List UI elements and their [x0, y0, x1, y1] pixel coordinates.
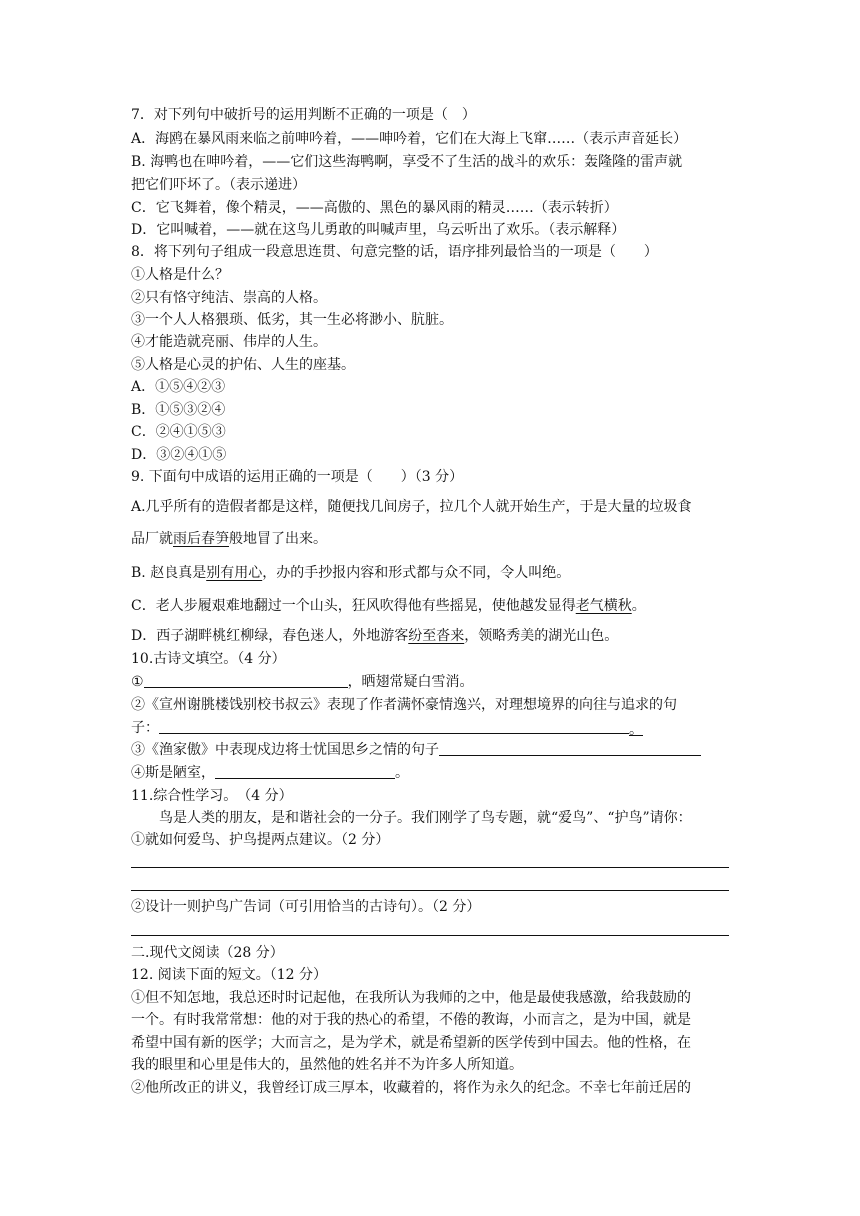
q10-item-3: ③《渔家傲》中表现戍边将士忧国思乡之情的句子 — [131, 740, 701, 760]
section-2-heading: 二.现代文阅读（28 分） — [131, 945, 284, 961]
q9-option-a-line2: 品厂就雨后春笋般地冒了出来。 — [131, 531, 327, 547]
q8-option-b: B．①⑤③②④ — [131, 402, 226, 418]
q9-option-b: B. 赵良真是别有用心，办的手抄报内容和形式都与众不同，令人叫绝。 — [131, 565, 571, 581]
q10-item-1: ① ，晒翅常疑白雪消。 — [131, 674, 474, 690]
q7-option-c: C．它飞舞着，像个精灵，——高傲的、黑色的暴风雨的精灵……（表示转折） — [131, 200, 618, 216]
q11-part-2: ②设计一则护鸟广告词（可引用恰当的古诗句）。（2 分） — [131, 899, 481, 915]
q9-option-c: C．老人步履艰难地翻过一个山头，狂风吹得他有些摇晃，使他越发显得老气横秋。 — [131, 598, 646, 614]
q7-option-b-line2: 把它们吓坏了。（表示递进） — [131, 177, 306, 193]
fill-blank[interactable] — [159, 718, 629, 734]
idiom-underlined: 纷至沓来 — [408, 628, 465, 644]
q8-sentence-2: ②只有恪守纯洁、崇高的人格。 — [131, 290, 327, 306]
blank-end: 。 — [629, 722, 643, 738]
q7-option-d: D．它叫喊着，——就在这鸟儿勇敢的叫喊声里，乌云听出了欢乐。（表示解释） — [131, 222, 626, 238]
q8-sentence-3: ③一个人人格猥琐、低劣，其一生必将渺小、肮脏。 — [131, 312, 453, 328]
idiom-underlined: 老气横秋 — [575, 598, 632, 614]
fill-blank[interactable] — [144, 672, 348, 688]
passage-line: 希望中国有新的医学；大而言之，是为学术，就是希望新的医学传到中国去。他的性格，在 — [131, 1035, 691, 1051]
q10-item-2-line1: ②《宣州谢朓楼饯别校书叔云》表现了作者满怀豪情逸兴，对理想境界的向往与追求的句 — [131, 697, 677, 713]
q9-option-d: D．西子湖畔桃红柳绿，春色迷人，外地游客纷至沓来，领略秀美的湖光山色。 — [131, 628, 619, 644]
q9-option-a-line1: A.几乎所有的造假者都是这样，随便找几间房子，拉几个人就开始生产，于是大量的垃圾食 — [131, 499, 692, 515]
q11-part-1: ①就如何爱鸟、护鸟提两点建议。（2 分） — [131, 832, 390, 848]
q11-intro: 鸟是人类的朋友，是和谐社会的一分子。我们刚学了鸟专题，就“爱鸟”、“护鸟”请你： — [159, 810, 692, 826]
q10-item-2-line2: 子： 。 — [131, 720, 643, 738]
idiom-underlined: 别有用心 — [206, 565, 263, 581]
answer-line[interactable] — [131, 867, 729, 868]
q9-stem: 9. 下面句中成语的运用正确的一项是（ ）（3 分） — [131, 469, 464, 485]
q8-option-d: D．③②④①⑤ — [131, 447, 227, 463]
q8-option-a: A．①⑤④②③ — [131, 379, 226, 395]
q11-stem: 11.综合性学习。 （4 分） — [131, 788, 293, 804]
q8-option-c: C．②④①⑤③ — [131, 424, 226, 440]
q7-option-a: A．海鸥在暴风雨来临之前呻吟着，——呻吟着，它们在大海上飞窜……（表示声音延长） — [131, 131, 688, 147]
q10-item-4: ④斯是陋室， 。 — [131, 765, 409, 781]
answer-line[interactable] — [131, 935, 729, 936]
q8-sentence-4: ④才能造就亮丽、伟岸的人生。 — [131, 334, 327, 350]
q7-stem: 7．对下列句中破折号的运用判断不正确的一项是（ ） — [131, 107, 476, 123]
passage-line: 一个。有时我常常想：他的对于我的热心的希望，不倦的教诲，小而言之，是为中国，就是 — [131, 1012, 691, 1028]
passage-line: 我的眼里和心里是伟大的，虽然他的姓名并不为许多人所知道。 — [131, 1057, 523, 1073]
q10-stem: 10.古诗文填空。（4 分） — [131, 651, 286, 667]
q8-sentence-1: ①人格是什么？ — [131, 267, 229, 283]
fill-blank[interactable] — [439, 740, 701, 756]
passage-line: ①但不知怎地，我总还时时记起他，在我所认为我师的之中，他是最使我感激，给我鼓励的 — [131, 990, 691, 1006]
fill-blank[interactable] — [215, 763, 395, 779]
q8-stem: 8．将下列句子组成一段意思连贯、句意完整的话，语序排列最恰当的一项是（ ） — [131, 244, 658, 260]
q8-sentence-5: ⑤人格是心灵的护佑、人生的座基。 — [131, 357, 355, 373]
idiom-underlined: 雨后春笋 — [173, 531, 229, 547]
q12-stem: 12. 阅读下面的短文。（12 分） — [131, 967, 327, 983]
q7-option-b-line1: B. 海鸭也在呻吟着，——它们这些海鸭啊，享受不了生活的战斗的欢乐：轰隆隆的雷声就 — [131, 154, 683, 170]
answer-line[interactable] — [131, 890, 729, 891]
passage-line: ②他所改正的讲义，我曾经订成三厚本，收藏着的，将作为永久的纪念。不幸七年前迁居的 — [131, 1080, 691, 1096]
